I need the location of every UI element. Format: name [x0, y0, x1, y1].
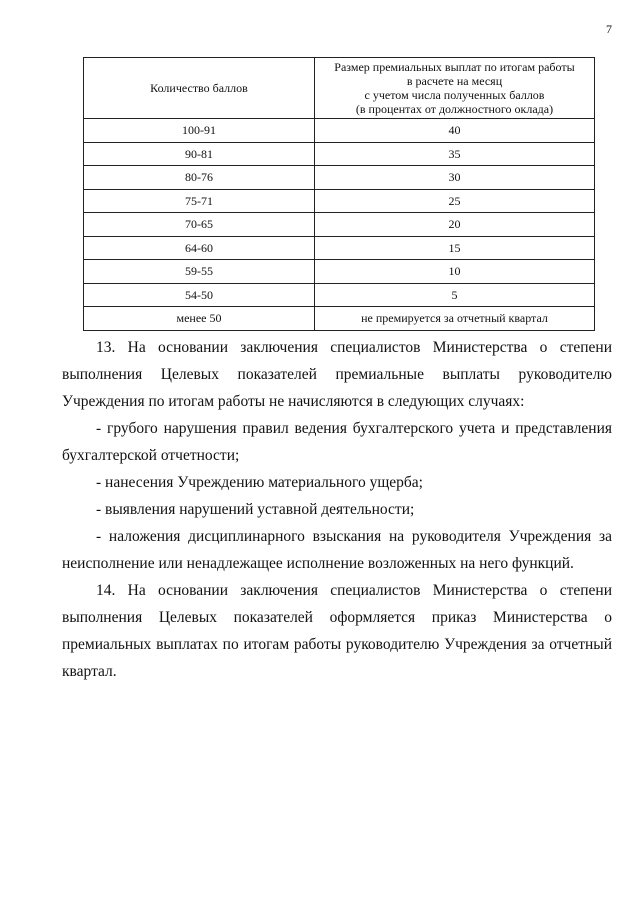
bonus-table — [83, 57, 595, 331]
table-header-row — [84, 58, 595, 119]
header-bonus-size — [315, 58, 595, 119]
table-row — [84, 260, 595, 284]
paragraph-13: 13. На основании заключения специалистов Министерства о степени выполнения Целевых показателей премиальные выплаты руководителю Учреждения по итогам работы не начисляются в следующих случаях: — [62, 339, 612, 410]
header-bonus-line: в расчете на месяц — [406, 74, 503, 88]
score-cell: 59-55 — [84, 260, 315, 284]
table-row — [84, 213, 595, 237]
bonus-cell: 20 — [315, 213, 595, 237]
table-row — [84, 119, 595, 143]
header-score-count: Количество баллов — [84, 58, 315, 119]
table-row — [84, 307, 595, 331]
table-row — [84, 236, 595, 260]
header-bonus-line: Размер премиальных выплат по итогам работы — [334, 60, 575, 74]
score-cell: менее 50 — [84, 307, 315, 331]
bonus-cell: не премируется за отчетный квартал — [315, 307, 595, 331]
page-number: 7 — [606, 22, 612, 36]
score-cell: 80-76 — [84, 166, 315, 190]
bonus-cell: 5 — [315, 283, 595, 307]
score-cell: 75-71 — [84, 189, 315, 213]
table-row — [84, 189, 595, 213]
bonus-cell: 10 — [315, 260, 595, 284]
paragraph-14: 14. На основании заключения специалистов Министерства о степени выполнения Целевых показателей оформляется приказ Министерства о премиальных выплатах по итогам работы руководителю Учреждения за отчетный квартал. — [62, 582, 612, 680]
table-row — [84, 283, 595, 307]
table-row — [84, 142, 595, 166]
bonus-cell: 30 — [315, 166, 595, 190]
paragraph-item: - наложения дисциплинарного взыскания на руководителя Учреждения за неисполнение или ненадлежащее исполнение возложенных на него функций. — [62, 528, 612, 572]
paragraph-item: - нанесения Учреждению материального ущерба; — [96, 474, 423, 491]
bonus-cell: 25 — [315, 189, 595, 213]
score-cell: 64-60 — [84, 236, 315, 260]
header-bonus-line: (в процентах от должностного оклада) — [355, 102, 554, 116]
table-row — [84, 166, 595, 190]
bonus-cell: 15 — [315, 236, 595, 260]
score-cell: 70-65 — [84, 213, 315, 237]
paragraph-item: - грубого нарушения правил ведения бухгалтерского учета и представления бухгалтерской отчетности; — [62, 420, 612, 464]
score-cell: 90-81 — [84, 142, 315, 166]
bonus-cell: 40 — [315, 119, 595, 143]
score-cell: 54-50 — [84, 283, 315, 307]
bonus-cell: 35 — [315, 142, 595, 166]
score-cell: 100-91 — [84, 119, 315, 143]
paragraph-item: - выявления нарушений уставной деятельности; — [96, 501, 415, 518]
body-text — [62, 334, 612, 685]
header-bonus-line: с учетом числа полученных баллов — [364, 88, 545, 102]
